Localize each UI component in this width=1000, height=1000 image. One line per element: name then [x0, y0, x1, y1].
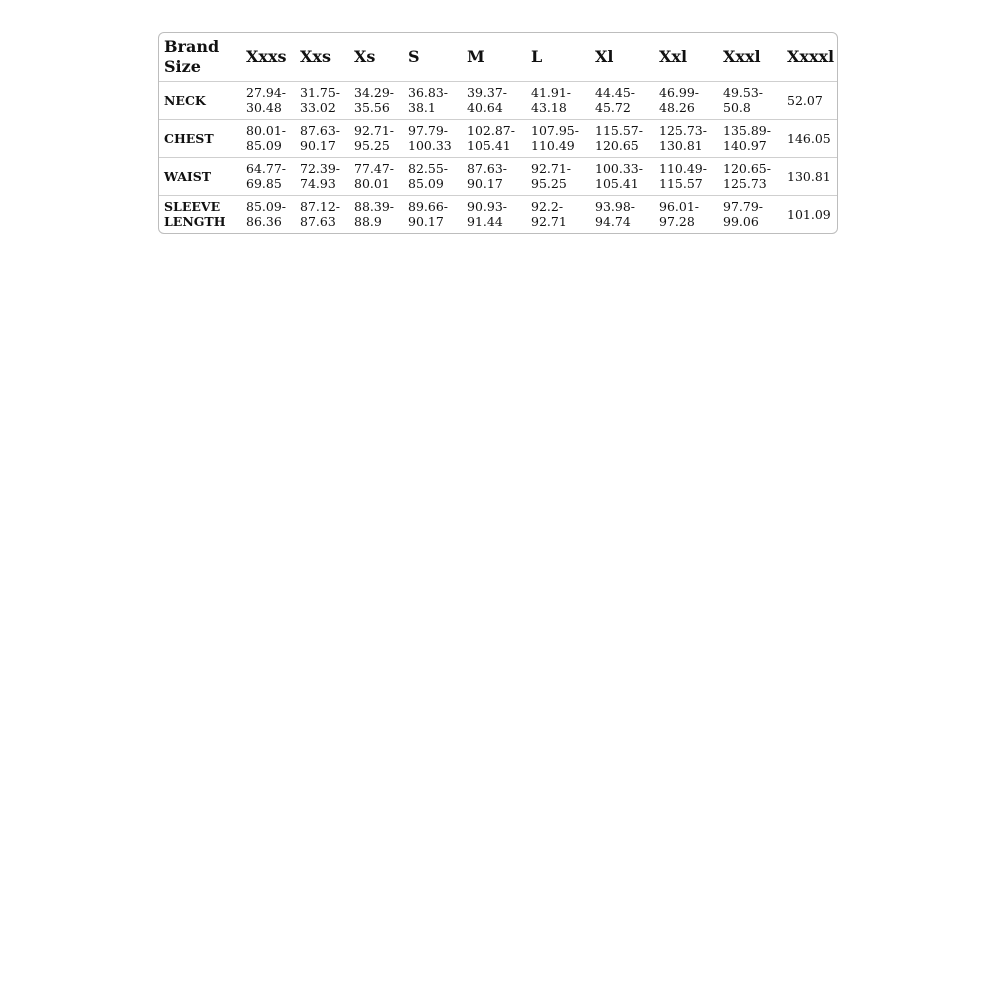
header-xxxs: Xxxs: [241, 33, 295, 81]
row-label: NECK: [159, 81, 241, 119]
table-cell: 89.66- 90.17: [408, 199, 449, 230]
row-label: SLEEVE LENGTH: [164, 199, 226, 230]
table-cell: 88.39- 88.9: [354, 199, 395, 230]
table-cell: 27.94- 30.48: [241, 81, 295, 119]
table-cell: 146.05: [782, 119, 838, 157]
table-cell: 97.79- 100.33: [403, 119, 462, 157]
table-cell: 82.55- 85.09: [403, 157, 462, 195]
size-chart-table: [159, 33, 838, 233]
table-cell: 36.83- 38.1: [403, 81, 462, 119]
table-cell: 130.81: [782, 157, 838, 195]
row-label: CHEST: [159, 119, 241, 157]
table-cell: 90.93- 91.44: [467, 199, 508, 230]
table-cell: 72.39- 74.93: [295, 157, 349, 195]
table-cell: 87.12- 87.63: [300, 199, 341, 230]
row-label: WAIST: [159, 157, 241, 195]
header-xs: Xs: [349, 33, 403, 81]
table-row-sleeve-length: [159, 195, 838, 233]
table-cell: 41.91- 43.18: [526, 81, 590, 119]
table-cell: 49.53- 50.8: [718, 81, 782, 119]
table-row-neck: [159, 81, 838, 119]
size-chart-table-container: [158, 32, 838, 234]
table-cell: 115.57- 120.65: [590, 119, 654, 157]
table-cell: 97.79- 99.06: [723, 199, 764, 230]
header-xxxxl: Xxxxl: [782, 33, 838, 81]
table-cell: 31.75- 33.02: [295, 81, 349, 119]
header-s: S: [403, 33, 462, 81]
table-cell: 92.71- 95.25: [526, 157, 590, 195]
table-cell: 80.01- 85.09: [241, 119, 295, 157]
header-m: M: [462, 33, 526, 81]
table-cell: 100.33- 105.41: [590, 157, 654, 195]
header-row: [159, 33, 838, 81]
table-cell: 87.63- 90.17: [295, 119, 349, 157]
table-cell: 101.09: [787, 206, 831, 222]
table-cell: 125.73- 130.81: [654, 119, 718, 157]
table-cell: 64.77- 69.85: [241, 157, 295, 195]
table-cell: 46.99- 48.26: [654, 81, 718, 119]
header-xxl: Xxl: [654, 33, 718, 81]
table-cell: 135.89- 140.97: [718, 119, 782, 157]
table-cell: 107.95- 110.49: [526, 119, 590, 157]
table-cell: 87.63- 90.17: [462, 157, 526, 195]
table-cell: 77.47- 80.01: [349, 157, 403, 195]
header-brand-size: Brand Size: [159, 33, 241, 81]
table-cell: 96.01- 97.28: [659, 199, 700, 230]
table-cell: 44.45- 45.72: [590, 81, 654, 119]
header-l: L: [526, 33, 590, 81]
table-cell: 102.87- 105.41: [462, 119, 526, 157]
table-cell: 52.07: [782, 81, 838, 119]
table-cell: 85.09- 86.36: [246, 199, 287, 230]
table-cell: 34.29- 35.56: [349, 81, 403, 119]
table-cell: 93.98- 94.74: [595, 199, 636, 230]
header-xxxl: Xxxl: [718, 33, 782, 81]
table-row-chest: [159, 119, 838, 157]
table-cell: 110.49- 115.57: [654, 157, 718, 195]
table-cell: 92.2- 92.71: [531, 199, 567, 230]
header-xl: Xl: [590, 33, 654, 81]
table-cell: 120.65- 125.73: [718, 157, 782, 195]
table-row-waist: [159, 157, 838, 195]
header-xxs: Xxs: [295, 33, 349, 81]
table-cell: 92.71- 95.25: [349, 119, 403, 157]
table-cell: 39.37- 40.64: [462, 81, 526, 119]
